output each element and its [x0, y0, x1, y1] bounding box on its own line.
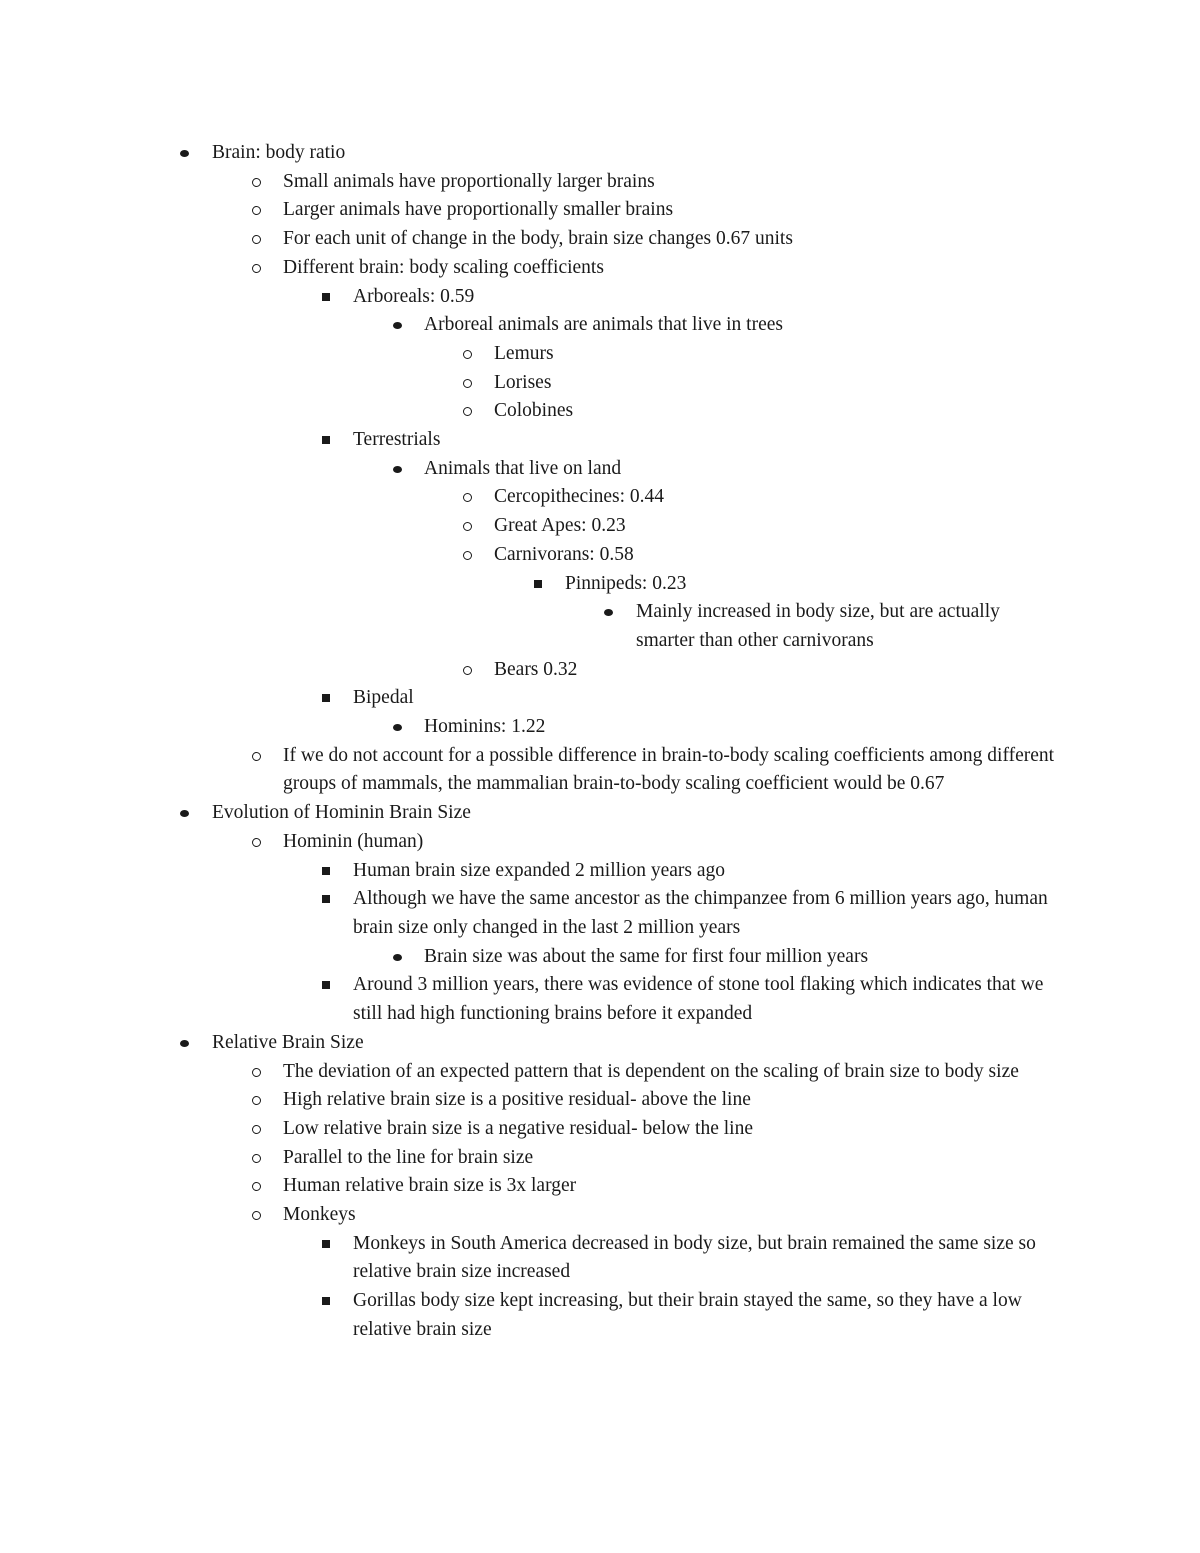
list-item-text: The deviation of an expected pattern that is dependent on the scaling of brain size to body size [283, 1060, 1019, 1082]
list-item-text: Around 3 million years, there was evidence of stone tool flaking which indicates that we still had high functioning brains before it expanded [353, 974, 1044, 1025]
list-item-text: Gorillas body size kept increasing, but their brain stayed the same, so they have a low relative brain size [353, 1290, 1022, 1340]
list-item [0, 1287, 1200, 1344]
list-item [0, 828, 1200, 857]
list-item [0, 1029, 1200, 1058]
list-item [0, 713, 1200, 742]
list-item-text: Parallel to the line for brain size [283, 1146, 534, 1168]
list-item [0, 1201, 1200, 1230]
list-item-text: Bipedal [353, 687, 414, 709]
list-item-text: Although we have the same ancestor as the chimpanzee from 6 million years ago, human brain size only changed in the last 2 million years [353, 888, 1048, 938]
list-item-text: If we do not account for a possible difference in brain-to-body scaling coefficients among different groups of mammals, the mammalian brain-to-body scaling coefficient would be 0.67 [283, 744, 1055, 795]
list-item-text: Lemurs [494, 342, 554, 364]
list-item [0, 254, 1200, 283]
list-item [0, 1058, 1200, 1087]
list-item-text: For each unit of change in the body, brain size changes 0.67 units [283, 228, 793, 250]
list-item-text: Bears 0.32 [494, 658, 578, 680]
list-item-text: Colobines [494, 400, 574, 422]
list-item-text: Relative Brain Size [212, 1031, 364, 1053]
list-item [0, 512, 1200, 541]
list-item [0, 168, 1200, 197]
list-item [0, 1230, 1200, 1287]
list-item [0, 369, 1200, 398]
list-item [0, 283, 1200, 312]
list-item [0, 684, 1200, 713]
list-item-text: Human relative brain size is 3x larger [283, 1175, 577, 1197]
list-item-text: Animals that live on land [424, 457, 622, 479]
list-item [0, 1115, 1200, 1144]
list-item-text: Small animals have proportionally larger brains [283, 170, 655, 192]
list-item [0, 139, 1200, 168]
list-item [0, 885, 1200, 942]
list-item-text: Evolution of Hominin Brain Size [212, 802, 471, 824]
list-item [0, 1172, 1200, 1201]
list-item-text: Cercopithecines: 0.44 [494, 486, 665, 508]
list-item [0, 225, 1200, 254]
list-item [0, 483, 1200, 512]
list-item [0, 455, 1200, 484]
list-item-text: Hominins: 1.22 [424, 716, 546, 738]
list-item-text: Lorises [494, 371, 552, 393]
bullet-outline [0, 139, 1200, 1345]
list-item-text: Brain: body ratio [212, 142, 346, 163]
list-item [0, 656, 1200, 685]
list-item-text: Monkeys [283, 1204, 356, 1226]
list-item-text: Brain size was about the same for first four million years [424, 945, 869, 967]
list-item-text: Mainly increased in body size, but are actually smarter than other carnivorans [636, 601, 1000, 651]
list-item [0, 570, 1200, 599]
list-item [0, 742, 1200, 799]
list-item-text: Larger animals have proportionally smaller brains [283, 199, 674, 221]
list-item [0, 598, 1200, 655]
list-item [0, 340, 1200, 369]
list-item-text: Low relative brain size is a negative residual- below the line [283, 1117, 753, 1139]
list-item-text: Different brain: body scaling coefficients [283, 256, 604, 278]
list-item [0, 971, 1200, 1028]
list-item [0, 1144, 1200, 1173]
list-item-text: Arboreal animals are animals that live in trees [424, 314, 783, 336]
list-item-text: Terrestrials [353, 429, 441, 451]
list-item [0, 196, 1200, 225]
list-item-text: Hominin (human) [283, 830, 424, 852]
list-item-text: Monkeys in South America decreased in body size, but brain remained the same size so relative brain size increased [353, 1232, 1036, 1283]
list-item-text: High relative brain size is a positive residual- above the line [283, 1089, 751, 1111]
list-item [0, 311, 1200, 340]
list-item [0, 426, 1200, 455]
list-item-text: Human brain size expanded 2 million years ago [353, 859, 726, 881]
list-item-text: Pinnipeds: 0.23 [565, 572, 687, 594]
list-item [0, 799, 1200, 828]
list-item-text: Arboreals: 0.59 [353, 285, 475, 307]
list-item [0, 397, 1200, 426]
list-item [0, 857, 1200, 886]
list-item [0, 1086, 1200, 1115]
list-item [0, 943, 1200, 972]
list-item-text: Carnivorans: 0.58 [494, 543, 634, 565]
list-item-text: Great Apes: 0.23 [494, 515, 626, 537]
list-item [0, 541, 1200, 570]
